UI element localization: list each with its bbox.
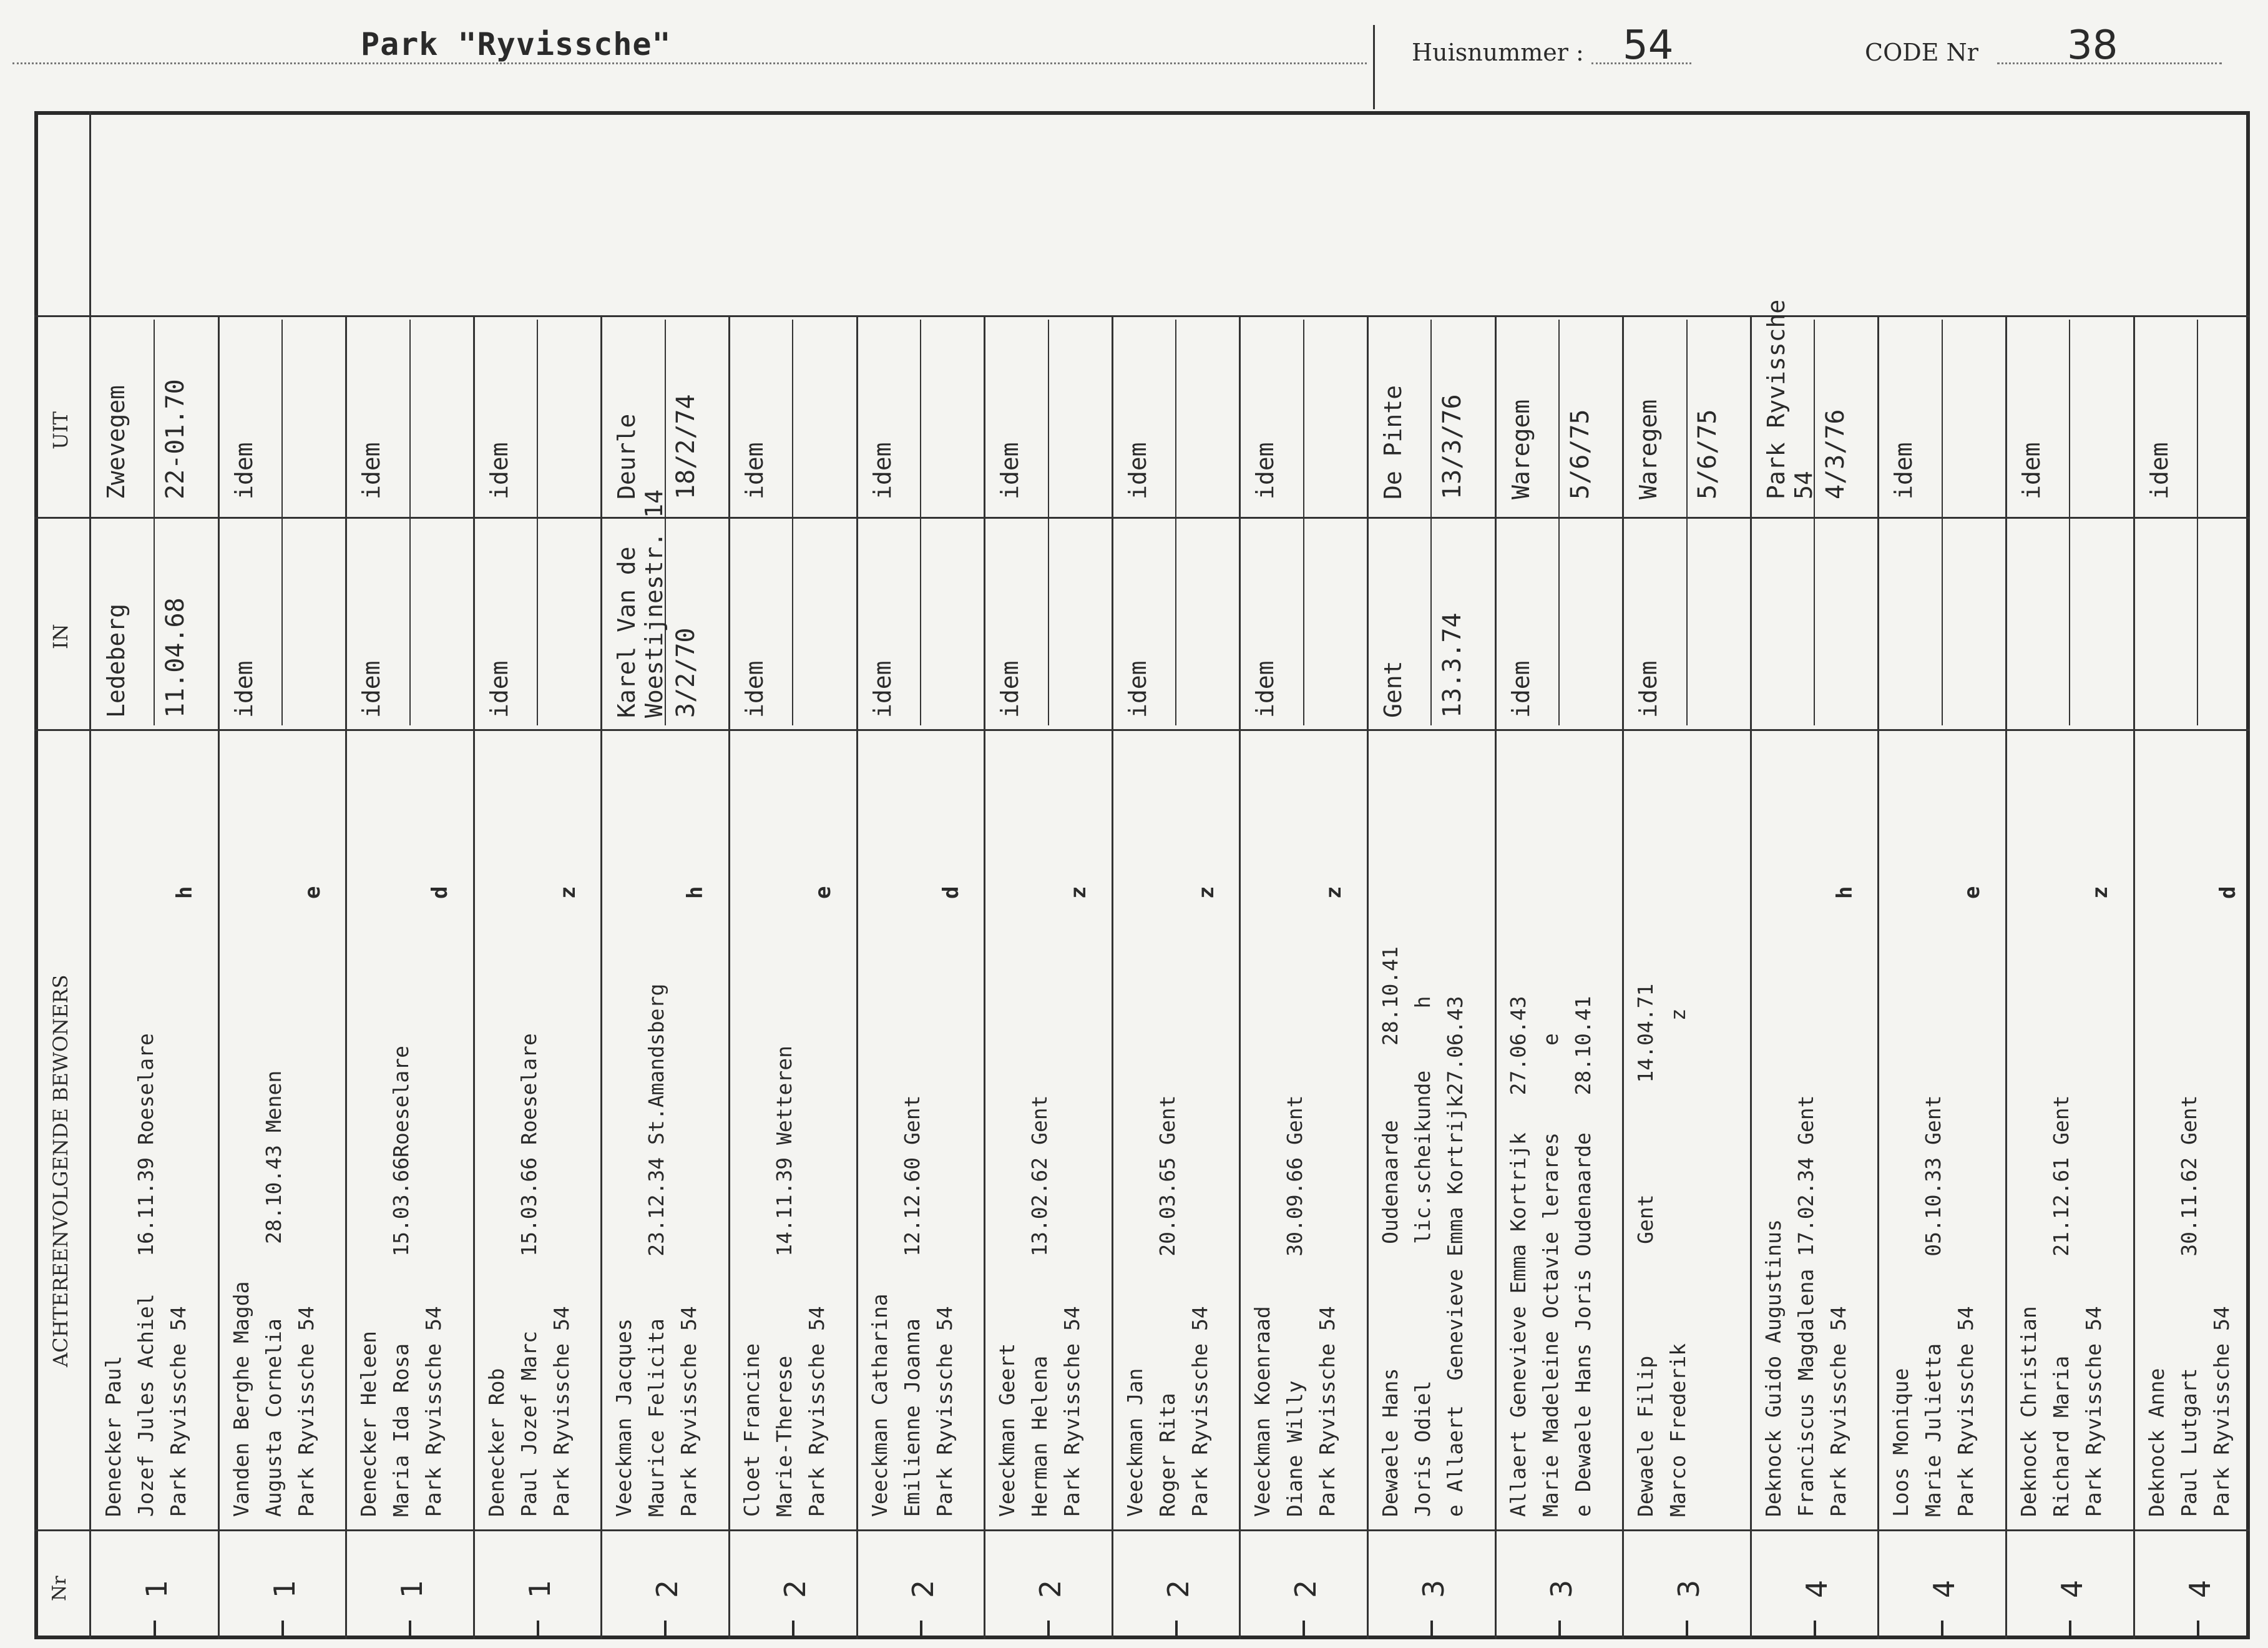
row-number: 2 — [650, 1579, 685, 1598]
row-number: 3 — [1544, 1579, 1578, 1598]
resident-line: Cloet Francine — [740, 1343, 764, 1517]
resident-line: Maria Ida Rosa 15.03.66Roeselare — [389, 1046, 414, 1517]
bottom-tick — [2069, 1621, 2071, 1639]
uit-place: idem — [358, 442, 386, 499]
in-place: idem — [868, 660, 896, 718]
in-place: idem — [230, 660, 258, 718]
resident-line: Park Ryvissche 54 — [1953, 1306, 1978, 1517]
resident-line: Emilienne Joanna 12.12.60 Gent — [899, 1095, 924, 1517]
resident-line: Deknock Anne — [2144, 1368, 2169, 1517]
resident-line: Marie Julietta 05.10.33 Gent — [1921, 1095, 1946, 1517]
relation-mark: h — [1832, 886, 1857, 899]
uit-place: idem — [1123, 442, 1151, 499]
row-number: 4 — [2055, 1579, 2089, 1598]
relation-mark: z — [555, 886, 580, 899]
resident-line: Diane Willy 30.09.66 Gent — [1283, 1095, 1308, 1517]
resident-line: Roger Rita 20.03.65 Gent — [1155, 1095, 1180, 1517]
relation-mark: d — [2215, 886, 2241, 899]
bottom-tick — [409, 1621, 411, 1639]
row-number: 1 — [267, 1579, 301, 1598]
column-divider — [600, 315, 602, 1639]
row-number: 4 — [1927, 1579, 1962, 1598]
header-dotted-line — [12, 62, 1367, 64]
in-place: Karel Van de — [613, 546, 641, 718]
nr-header: Nr — [49, 1576, 71, 1601]
resident-line: Marco Frederik z — [1666, 1008, 1691, 1517]
resident-line: Denecker Heleen — [356, 1330, 381, 1517]
resident-line: e Dewaele Hans Joris Oudenaarde 28.10.41 — [1570, 996, 1595, 1517]
in-place: Ledeberg — [102, 603, 130, 718]
column-divider — [1367, 315, 1369, 1639]
in-place-2: Woestijnestr. 14 — [640, 489, 668, 718]
resident-line: Marie Madeleine Octavie lerares e — [1538, 1033, 1563, 1517]
row-number: 4 — [1799, 1579, 1834, 1598]
date-subdivider — [1558, 320, 1560, 725]
in-place: idem — [741, 660, 768, 718]
row-number: 4 — [2182, 1579, 2217, 1598]
resident-line: Veeckman Geert — [995, 1343, 1020, 1517]
column-divider — [1877, 315, 1879, 1639]
code-label: CODE Nr — [1865, 39, 1978, 66]
resident-line: Park Ryvissche 54 — [549, 1306, 574, 1517]
uit-in-rule — [34, 517, 2250, 519]
relation-mark: z — [2088, 886, 2113, 899]
uit-place: idem — [1251, 442, 1279, 499]
resident-line: Deknock Christian — [2016, 1306, 2041, 1517]
column-divider — [473, 315, 475, 1639]
date-subdivider — [281, 320, 283, 725]
form-header — [0, 0, 2268, 112]
uit-place: Park Ryvissche — [1762, 299, 1790, 499]
resident-line: Vanden Berghe Magda — [228, 1281, 253, 1517]
date-subdivider — [792, 320, 793, 725]
bottom-tick — [1814, 1621, 1816, 1639]
row-number: 2 — [906, 1579, 940, 1598]
resident-line: Marie-Therese 14.11.39 Wetteren — [772, 1046, 796, 1517]
uit-place: idem — [2018, 442, 2045, 499]
resident-line: Park Ryvissche 54 — [166, 1306, 190, 1517]
bottom-tick — [1175, 1621, 1178, 1639]
bottom-tick — [1941, 1621, 1943, 1639]
resident-line: Deknock Guido Augustinus — [1761, 1219, 1786, 1517]
resident-line: Park Ryvissche 54 — [1826, 1306, 1850, 1517]
in-place: idem — [996, 660, 1024, 718]
uit-place: Waregem — [1507, 399, 1535, 499]
date-subdivider — [537, 320, 538, 725]
date-subdivider — [1175, 320, 1176, 725]
row-number: 2 — [778, 1579, 812, 1598]
relation-mark: z — [1066, 886, 1092, 899]
uit-place: Zwevegem — [102, 385, 130, 499]
uit-place: idem — [2145, 442, 2173, 499]
relation-mark: z — [1193, 886, 1219, 899]
resident-line: Joris Odiel lic.scheikunde h — [1410, 996, 1435, 1517]
uit-date: 13/3/76 — [1438, 394, 1467, 499]
header-divider — [1373, 25, 1375, 109]
in-header: IN — [49, 624, 72, 649]
resident-line: Maurice Felicita 23.12.34 St.Amandsberg — [644, 983, 669, 1517]
huisnummer-label: Huisnummer : — [1412, 39, 1584, 66]
bottom-tick — [281, 1621, 284, 1639]
street-name: Park "Ryvissche" — [361, 26, 672, 62]
resident-line: Park Ryvissche 54 — [2209, 1306, 2234, 1517]
uit-place: idem — [1890, 442, 1918, 499]
resident-line: Park Ryvissche 54 — [2081, 1306, 2106, 1517]
resident-line: Veeckman Koenraad — [1250, 1306, 1275, 1517]
date-subdivider — [1686, 320, 1688, 725]
uit-date: 18/2/74 — [672, 394, 701, 499]
date-subdivider — [920, 320, 921, 725]
resident-line: Herman Helena 13.02.62 Gent — [1027, 1095, 1052, 1517]
huisnummer-value: 54 — [1623, 22, 1674, 69]
resident-line: Franciscus Magdalena 17.02.34 Gent — [1793, 1095, 1818, 1517]
uit-place: idem — [868, 442, 896, 499]
relation-mark: h — [683, 886, 708, 899]
resident-line: Park Ryvissche 54 — [1315, 1306, 1340, 1517]
uit-date: 5/6/75 — [1565, 409, 1595, 499]
column-divider — [856, 315, 858, 1639]
column-divider — [218, 315, 220, 1639]
uit-date: 4/3/76 — [1821, 409, 1850, 499]
uit-place: Deurle — [613, 413, 641, 499]
resident-line: Veeckman Jacques — [612, 1318, 637, 1517]
in-place: idem — [1251, 660, 1279, 718]
bottom-tick — [154, 1621, 156, 1639]
resident-line: Augusta Cornelia 28.10.43 Menen — [261, 1070, 286, 1517]
uit-place: De Pinte — [1379, 385, 1407, 499]
resident-line: Dewaele Hans Oudenaarde 28.10.41 — [1378, 946, 1402, 1517]
row-number: 1 — [395, 1579, 429, 1598]
column-divider — [2133, 315, 2135, 1639]
in-place: Gent — [1379, 660, 1407, 718]
relation-mark: d — [938, 886, 964, 899]
relation-mark: e — [300, 886, 325, 899]
resident-line: Park Ryvissche 54 — [677, 1306, 701, 1517]
relation-mark: z — [1321, 886, 1347, 899]
bottom-tick — [1303, 1621, 1305, 1639]
resident-line: Park Ryvissche 54 — [421, 1306, 446, 1517]
code-value: 38 — [2067, 22, 2118, 69]
relation-mark: d — [428, 886, 453, 899]
uit-header: UIT — [49, 411, 72, 449]
in-date: 11.04.68 — [161, 597, 190, 718]
uit-place: idem — [230, 442, 258, 499]
uit-top-rule — [34, 315, 2250, 317]
row-number: 3 — [1417, 1579, 1450, 1598]
resident-line: Loos Monique — [1889, 1368, 1914, 1517]
uit-place: idem — [741, 442, 768, 499]
column-divider — [345, 315, 347, 1639]
bottom-tick — [2197, 1621, 2199, 1639]
in-date: 13.3.74 — [1438, 612, 1467, 718]
in-place: idem — [1507, 660, 1535, 718]
bottom-tick — [1047, 1621, 1050, 1639]
uit-place: Waregem — [1635, 399, 1663, 499]
bewoners-header: ACHTEREENVOLGENDE BEWONERS — [49, 974, 72, 1367]
relation-mark: e — [811, 886, 836, 899]
bottom-tick — [1686, 1621, 1688, 1639]
bottom-tick — [1558, 1621, 1561, 1639]
bottom-tick — [1430, 1621, 1433, 1639]
resident-line: e Allaert Genevieve Emma Kortrijk27.06.43 — [1443, 996, 1467, 1517]
uit-place: idem — [485, 442, 513, 499]
resident-line: Denecker Rob — [484, 1368, 509, 1517]
row-number: 1 — [140, 1579, 174, 1598]
in-place: idem — [1123, 660, 1151, 718]
date-subdivider — [1048, 320, 1049, 725]
in-date: 3/2/70 — [672, 627, 701, 718]
resident-line: Park Ryvissche 54 — [293, 1306, 318, 1517]
column-divider — [1750, 315, 1752, 1639]
uit-date: 5/6/75 — [1693, 409, 1723, 499]
resident-line: Veeckman Jan — [1122, 1368, 1147, 1517]
column-divider — [1112, 315, 1113, 1639]
column-divider — [728, 315, 730, 1639]
resident-line: Paul Lutgart 30.11.62 Gent — [2176, 1095, 2201, 1517]
date-subdivider — [1303, 320, 1304, 725]
resident-line: Richard Maria 21.12.61 Gent — [2049, 1095, 2073, 1517]
resident-line: Allaert Genevieve Emma Kortrijk 27.06.43 — [1505, 996, 1530, 1517]
resident-line: Paul Jozef Marc 15.03.66 Roeselare — [516, 1033, 541, 1517]
uit-date: 22-01.70 — [161, 379, 190, 499]
resident-line: Park Ryvissche 54 — [1187, 1306, 1212, 1517]
resident-line: Dewaele Filip Gent 14.04.71 — [1633, 983, 1658, 1517]
date-subdivider — [154, 320, 155, 725]
bottom-tick — [920, 1621, 922, 1639]
column-divider — [1239, 315, 1241, 1639]
resident-line: Veeckman Catharina — [867, 1293, 892, 1517]
date-subdivider — [1942, 320, 1943, 725]
row-number: 2 — [1034, 1579, 1068, 1598]
bottom-tick — [792, 1621, 794, 1639]
row-number: 2 — [1161, 1579, 1195, 1598]
row-number: 1 — [522, 1579, 557, 1598]
resident-line: Jozef Jules Achiel 16.11.39 Roeselare — [134, 1033, 158, 1517]
date-subdivider — [1430, 320, 1432, 725]
resident-line: Denecker Paul — [101, 1355, 125, 1517]
resident-line: Park Ryvissche 54 — [804, 1306, 829, 1517]
date-subdivider — [2069, 320, 2070, 725]
uit-place: idem — [996, 442, 1024, 499]
date-subdivider — [2197, 320, 2198, 725]
uit-place-2: 54 — [1789, 471, 1817, 499]
relation-mark: e — [1960, 886, 1985, 899]
column-divider — [1495, 315, 1497, 1639]
row-number: 2 — [1289, 1579, 1323, 1598]
column-divider — [984, 315, 985, 1639]
in-place: idem — [358, 660, 386, 718]
bottom-tick — [664, 1621, 667, 1639]
relation-mark: h — [172, 886, 197, 899]
in-place: idem — [485, 660, 513, 718]
in-bewoners-rule — [34, 729, 2250, 731]
resident-line: Park Ryvissche 54 — [1060, 1306, 1085, 1517]
bottom-tick — [537, 1621, 539, 1639]
column-divider — [2005, 315, 2007, 1639]
header-column-divider — [89, 111, 91, 1639]
column-divider — [1622, 315, 1624, 1639]
in-place: idem — [1635, 660, 1663, 718]
bewoners-nr-rule — [34, 1529, 2250, 1531]
resident-line: Park Ryvissche 54 — [932, 1306, 957, 1517]
date-subdivider — [1814, 320, 1815, 725]
row-number: 3 — [1672, 1579, 1706, 1598]
date-subdivider — [409, 320, 411, 725]
